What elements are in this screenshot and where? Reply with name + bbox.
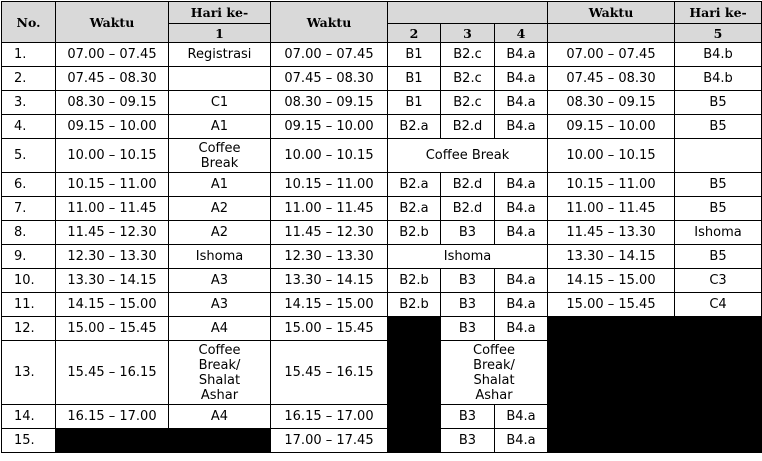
session-day1: Ishoma bbox=[169, 245, 271, 269]
session-day3: B3 bbox=[441, 317, 495, 341]
session-day5: B4.b bbox=[675, 67, 762, 91]
header-no: No. bbox=[2, 2, 56, 43]
header-hari-ke: Hari ke- bbox=[169, 2, 271, 24]
table-row bbox=[2, 67, 762, 91]
time-day1: 15.00 – 15.45 bbox=[56, 317, 169, 341]
session-day1: A3 bbox=[169, 269, 271, 293]
session-day1: A2 bbox=[169, 197, 271, 221]
time-day1: 16.15 – 17.00 bbox=[56, 405, 169, 429]
header-blank bbox=[388, 2, 548, 24]
time-day1: 14.15 – 15.00 bbox=[56, 293, 169, 317]
session-day5: B5 bbox=[675, 245, 762, 269]
header-waktu-day2-4: Waktu bbox=[271, 2, 388, 43]
time-day5: 10.15 – 11.00 bbox=[548, 173, 675, 197]
session-day4: B4.a bbox=[495, 317, 548, 341]
time-day2-4: 15.00 – 15.45 bbox=[271, 317, 388, 341]
time-day2-4: 14.15 – 15.00 bbox=[271, 293, 388, 317]
time-day5: 14.15 – 15.00 bbox=[548, 269, 675, 293]
time-day5: 13.30 – 14.15 bbox=[548, 245, 675, 269]
table-row bbox=[2, 139, 762, 173]
session-day2: B2.a bbox=[388, 173, 441, 197]
time-day5: 11.45 – 13.30 bbox=[548, 221, 675, 245]
header-day-1: 1 bbox=[169, 24, 271, 43]
session-day4: B4.a bbox=[495, 91, 548, 115]
session-day2: B2.a bbox=[388, 197, 441, 221]
time-day1: 07.45 – 08.30 bbox=[56, 67, 169, 91]
time-day2-4: 11.45 – 12.30 bbox=[271, 221, 388, 245]
session-day2: B2.b bbox=[388, 293, 441, 317]
session-day3: B2.d bbox=[441, 197, 495, 221]
session-day5: B5 bbox=[675, 91, 762, 115]
time-day2-4: 07.45 – 08.30 bbox=[271, 67, 388, 91]
row-no: 9. bbox=[2, 245, 56, 269]
session-day3: B2.d bbox=[441, 173, 495, 197]
session-day5: B5 bbox=[675, 115, 762, 139]
time-day5: 07.45 – 08.30 bbox=[548, 67, 675, 91]
time-day2-4: 11.00 – 11.45 bbox=[271, 197, 388, 221]
session-day1: Coffee Break bbox=[169, 139, 271, 173]
session-day3: B3 bbox=[441, 429, 495, 453]
session-day1: Registrasi bbox=[169, 43, 271, 67]
time-day1: 12.30 – 13.30 bbox=[56, 245, 169, 269]
session-day5: C4 bbox=[675, 293, 762, 317]
time-day5: 15.00 – 15.45 bbox=[548, 293, 675, 317]
merged-session-day3-4: Coffee Break/ Shalat Ashar bbox=[441, 341, 548, 405]
table-row bbox=[2, 43, 762, 67]
table-row bbox=[2, 293, 762, 317]
session-day4: B4.a bbox=[495, 43, 548, 67]
row-no: 10. bbox=[2, 269, 56, 293]
session-day2: B2.a bbox=[388, 115, 441, 139]
time-day2-4: 16.15 – 17.00 bbox=[271, 405, 388, 429]
row-no: 15. bbox=[2, 429, 56, 453]
header-day-4: 4 bbox=[495, 24, 548, 43]
session-day5: B4.b bbox=[675, 43, 762, 67]
session-day1: Coffee Break/ Shalat Ashar bbox=[169, 341, 271, 405]
session-day3: B2.c bbox=[441, 43, 495, 67]
session-day4: B4.a bbox=[495, 115, 548, 139]
session-day4: B4.a bbox=[495, 173, 548, 197]
table-row bbox=[2, 269, 762, 293]
session-day1: A1 bbox=[169, 115, 271, 139]
row-no: 14. bbox=[2, 405, 56, 429]
row-no: 3. bbox=[2, 91, 56, 115]
time-day2-4: 10.15 – 11.00 bbox=[271, 173, 388, 197]
session-day4: B4.a bbox=[495, 405, 548, 429]
header-day-3: 3 bbox=[441, 24, 495, 43]
time-day2-4: 09.15 – 10.00 bbox=[271, 115, 388, 139]
row-no: 1. bbox=[2, 43, 56, 67]
time-day1: 07.00 – 07.45 bbox=[56, 43, 169, 67]
time-day1: 09.15 – 10.00 bbox=[56, 115, 169, 139]
blacked-out-day5 bbox=[548, 317, 762, 453]
session-day1: C1 bbox=[169, 91, 271, 115]
session-day2: B1 bbox=[388, 91, 441, 115]
blacked-out-day2 bbox=[388, 317, 441, 453]
session-day3: B3 bbox=[441, 221, 495, 245]
session-day2: B2.b bbox=[388, 221, 441, 245]
session-day2: B1 bbox=[388, 43, 441, 67]
row-no: 8. bbox=[2, 221, 56, 245]
session-day1: A2 bbox=[169, 221, 271, 245]
header-waktu-day5: Waktu bbox=[548, 2, 675, 24]
header-day-2: 2 bbox=[388, 24, 441, 43]
time-day2-4: 08.30 – 09.15 bbox=[271, 91, 388, 115]
time-day2-4: 13.30 – 14.15 bbox=[271, 269, 388, 293]
session-day3: B2.c bbox=[441, 91, 495, 115]
table-row bbox=[2, 173, 762, 197]
table-row bbox=[2, 115, 762, 139]
session-day1: A4 bbox=[169, 317, 271, 341]
time-day5: 07.00 – 07.45 bbox=[548, 43, 675, 67]
time-day2-4: 15.45 – 16.15 bbox=[271, 341, 388, 405]
session-day3: B3 bbox=[441, 405, 495, 429]
session-day1 bbox=[169, 67, 271, 91]
session-day1: A1 bbox=[169, 173, 271, 197]
row-no: 7. bbox=[2, 197, 56, 221]
table-row bbox=[2, 197, 762, 221]
time-day5: 11.00 – 11.45 bbox=[548, 197, 675, 221]
session-day4: B4.a bbox=[495, 197, 548, 221]
table-row bbox=[2, 317, 762, 341]
table-row bbox=[2, 245, 762, 269]
time-day1: 11.00 – 11.45 bbox=[56, 197, 169, 221]
merged-session-day2-4: Ishoma bbox=[388, 245, 548, 269]
session-day5: Ishoma bbox=[675, 221, 762, 245]
table-row bbox=[2, 91, 762, 115]
row-no: 4. bbox=[2, 115, 56, 139]
header-waktu-day1: Waktu bbox=[56, 2, 169, 43]
session-day5: B5 bbox=[675, 197, 762, 221]
session-day5: C3 bbox=[675, 269, 762, 293]
row-no: 11. bbox=[2, 293, 56, 317]
session-day4: B4.a bbox=[495, 293, 548, 317]
row-no: 13. bbox=[2, 341, 56, 405]
session-day3: B3 bbox=[441, 269, 495, 293]
time-day2-4: 12.30 – 13.30 bbox=[271, 245, 388, 269]
session-day1: A4 bbox=[169, 405, 271, 429]
row-no: 2. bbox=[2, 67, 56, 91]
row-no: 5. bbox=[2, 139, 56, 173]
time-day1: 13.30 – 14.15 bbox=[56, 269, 169, 293]
session-day4: B4.a bbox=[495, 269, 548, 293]
session-day4: B4.a bbox=[495, 221, 548, 245]
schedule-table bbox=[1, 1, 762, 453]
time-day1: 10.00 – 10.15 bbox=[56, 139, 169, 173]
table-row bbox=[2, 221, 762, 245]
time-day1: 11.45 – 12.30 bbox=[56, 221, 169, 245]
time-day1: 10.15 – 11.00 bbox=[56, 173, 169, 197]
row-no: 6. bbox=[2, 173, 56, 197]
time-day1: 08.30 – 09.15 bbox=[56, 91, 169, 115]
session-day1: A3 bbox=[169, 293, 271, 317]
time-day2-4: 10.00 – 10.15 bbox=[271, 139, 388, 173]
session-day2: B1 bbox=[388, 67, 441, 91]
time-day5: 08.30 – 09.15 bbox=[548, 91, 675, 115]
row-no: 12. bbox=[2, 317, 56, 341]
time-day2-4: 17.00 – 17.45 bbox=[271, 429, 388, 453]
session-day5 bbox=[675, 139, 762, 173]
header-waktu-day5-blank bbox=[548, 24, 675, 43]
session-day3: B2.c bbox=[441, 67, 495, 91]
session-day2: B2.b bbox=[388, 269, 441, 293]
session-day4: B4.a bbox=[495, 429, 548, 453]
time-day1: 15.45 – 16.15 bbox=[56, 341, 169, 405]
header-row-1 bbox=[2, 2, 762, 24]
session-day4: B4.a bbox=[495, 67, 548, 91]
header-day-5: 5 bbox=[675, 24, 762, 43]
session-day5: B5 bbox=[675, 173, 762, 197]
time-day2-4: 07.00 – 07.45 bbox=[271, 43, 388, 67]
merged-session-day2-4: Coffee Break bbox=[388, 139, 548, 173]
session-day3: B3 bbox=[441, 293, 495, 317]
time-day5: 10.00 – 10.15 bbox=[548, 139, 675, 173]
time-day5: 09.15 – 10.00 bbox=[548, 115, 675, 139]
session-day3: B2.d bbox=[441, 115, 495, 139]
blacked-out-day1 bbox=[56, 429, 271, 453]
header-hari-ke-5: Hari ke- bbox=[675, 2, 762, 24]
